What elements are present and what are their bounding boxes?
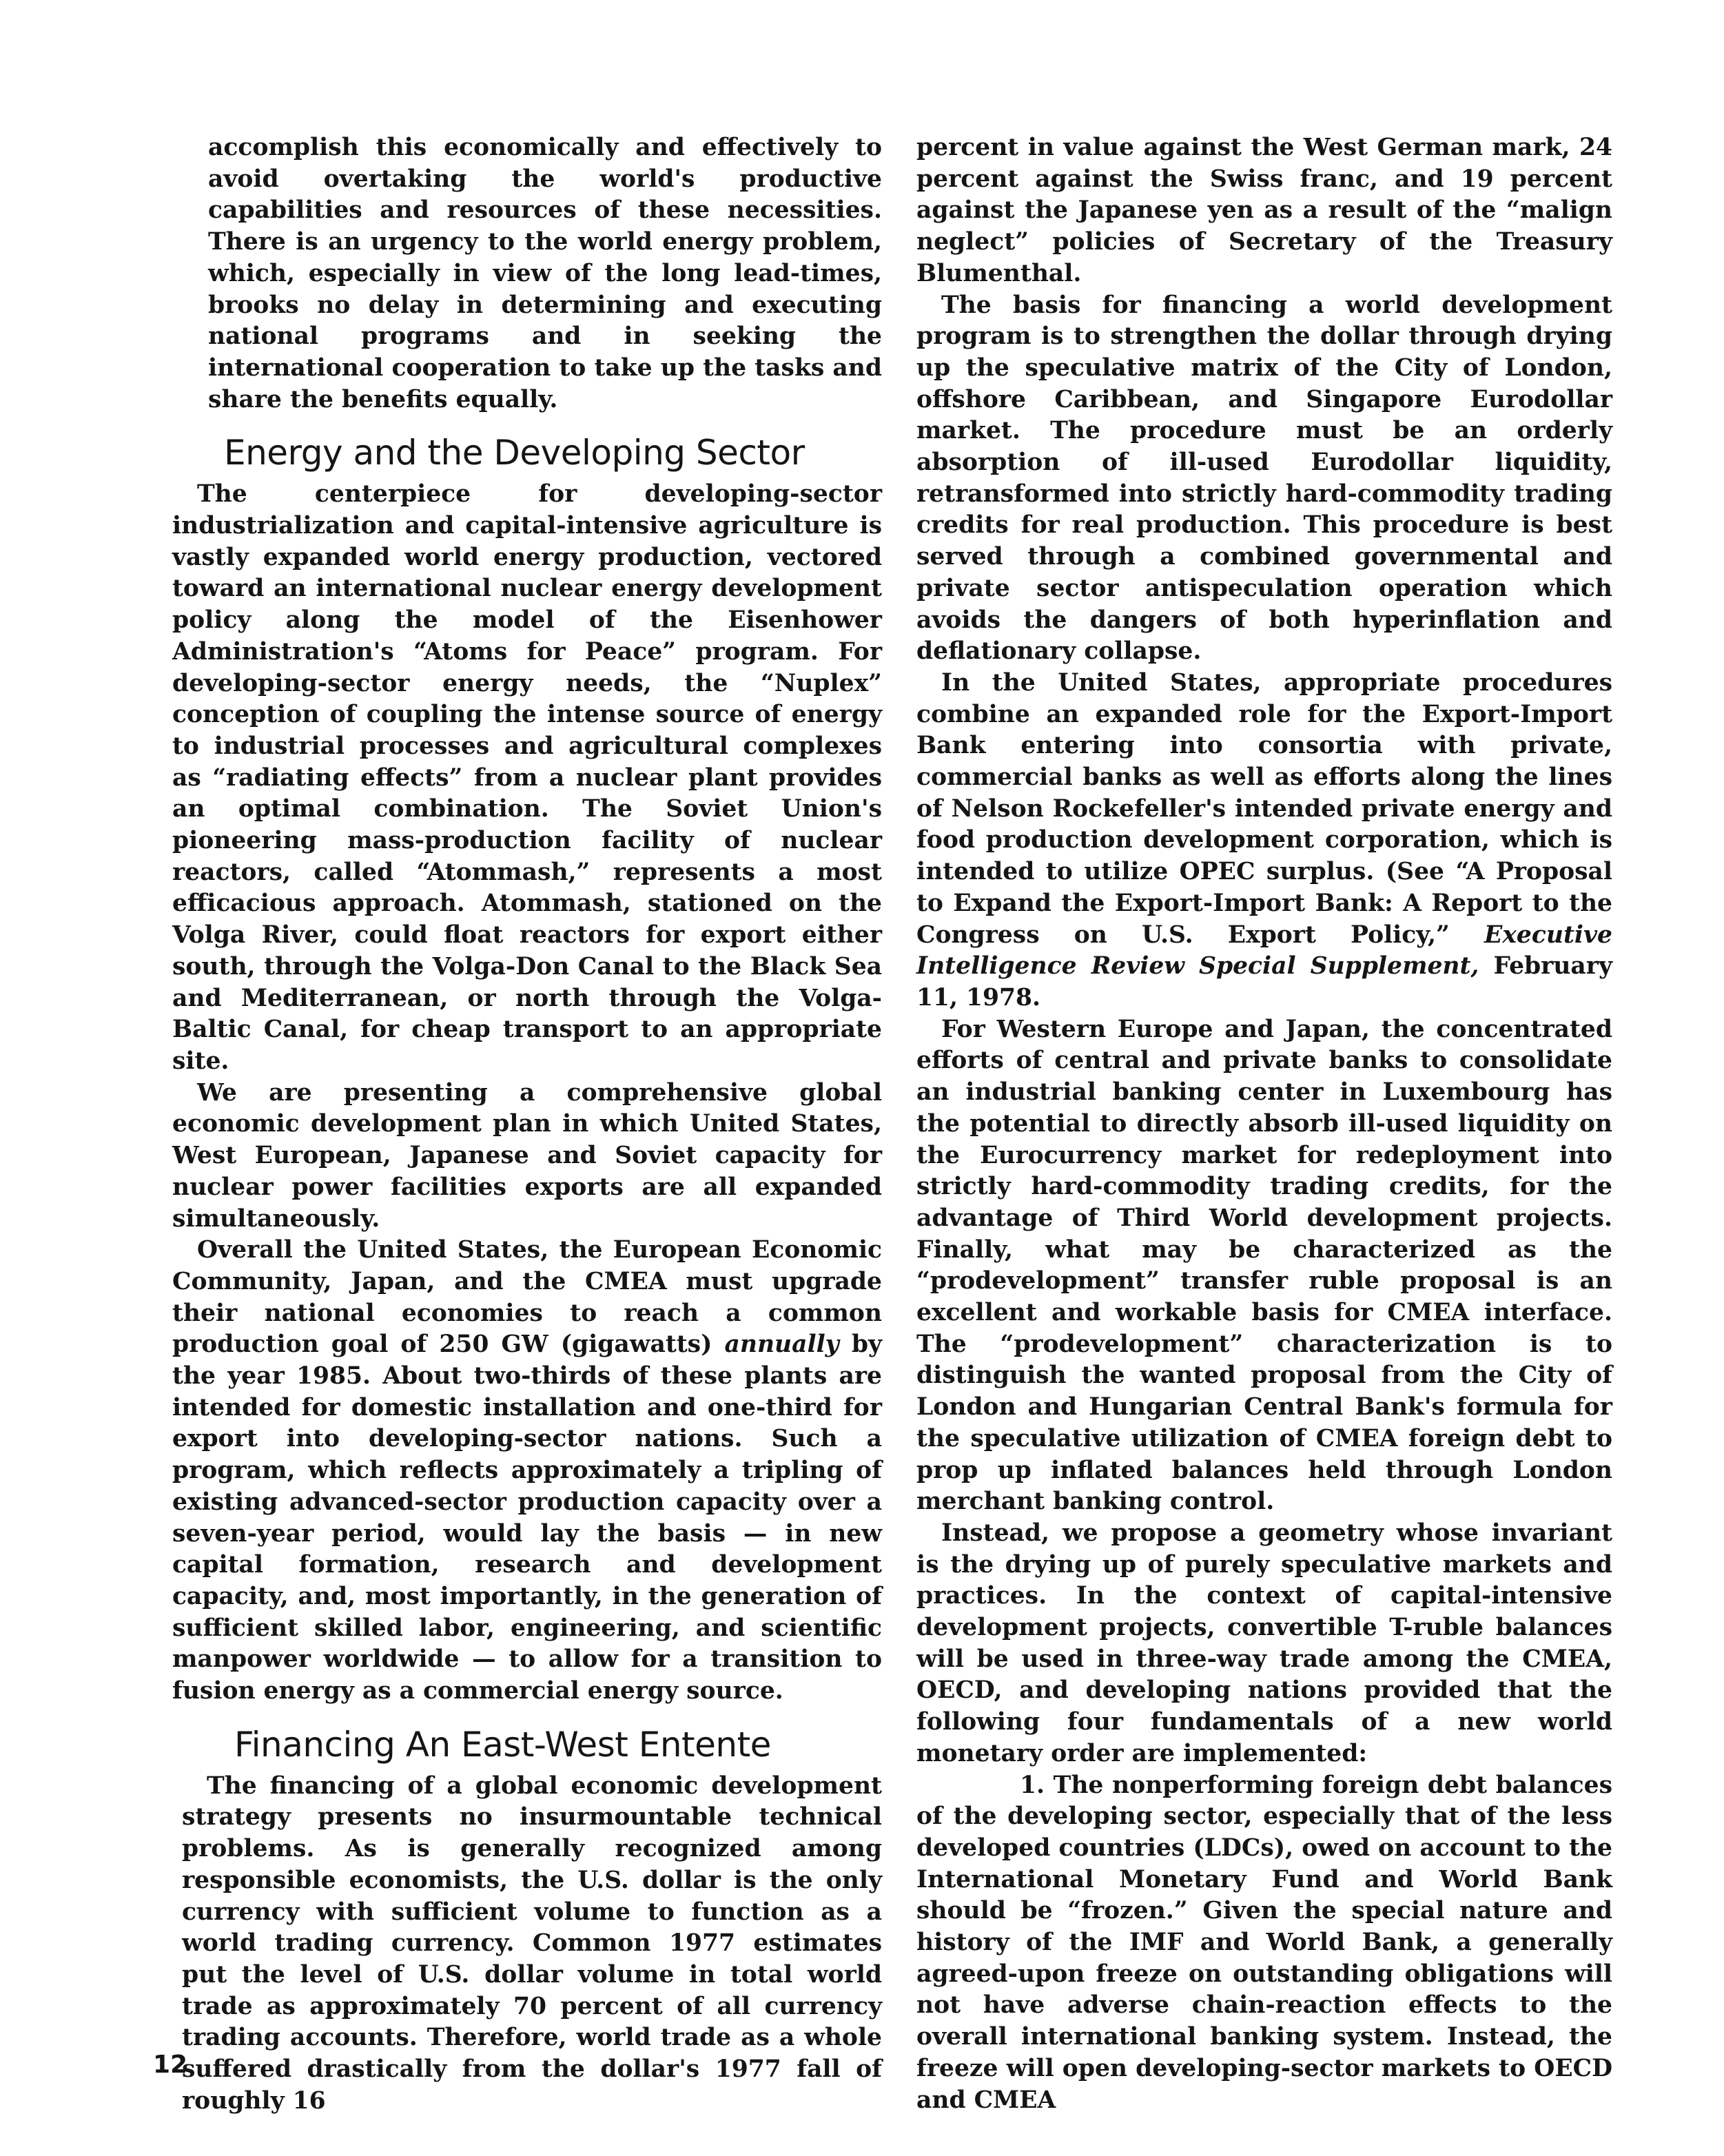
paragraph: 1. The nonperforming foreign debt balances of the developing sector, especially that of the less developed countries (LDCs), owed on account to the International Monetary Fund and World Bank should be “frozen.” Given the special nature and history of the IMF and World Bank, a generally agreed-upon freeze on outstanding obligations will not have adverse chain-reaction effects to the overall international banking system. Instead, the freeze will open developing-sector markets to OECD and CMEA [916,1771,1612,2114]
paragraph: We are presenting a comprehensive global economic development plan in which United States, West European, Japanese and Soviet capacity for nuclear power facilities exports are all expanded simultaneously. [172,1078,882,1233]
paragraph: The basis for financing a world development program is to strengthen the dollar through drying up the speculative matrix of the City of London, offshore Caribbean, and Singapore Eurodollar market. The procedure must be an orderly absorption of ill-used Eurodollar liquidity, retransformed into strictly hard-commodity trading credits for real production. This procedure is best served through a combined governmental and private sector antispeculation operation which avoids the dangers of both hyperinflation and deflationary collapse. [916,291,1612,666]
paragraph [916,668,1612,1014]
paragraph: percent in value against the West German mark, 24 percent against the Swiss franc, and 19 percent against the Japanese yen as a result of the “malign neglect” policies of Secretary of the Treasury Blumenthal. [916,134,1612,287]
right-column [916,132,1612,2116]
paragraph: The financing of a global economic development strategy presents no insurmountable technical problems. As is generally recognized among responsible economists, the U.S. dollar is the only currency with sufficient volume to function as a world trading currency. Common 1977 estimates put the level of U.S. dollar volume in total world trade as approximately 70 percent of all currency trading accounts. Therefore, world trade as a whole suffered drastically from the dollar's 1977 fall of roughly 16 [182,1772,882,2115]
left-column [172,132,882,2117]
paragraph-text: Overall the United States, the European Economic Community, Japan, and the CMEA must upgrade their national economies to reach a common production goal of 250 GW (gigawatts) [172,1236,882,1359]
emphasis-text: Executive Intelligence Review Special Supplement, [916,921,1612,981]
emphasis-text: annually [724,1331,839,1359]
paragraph: accomplish this economically and effectively to avoid overtaking the world's productive capabilities and resources of these necessities. There is an urgency to the world energy problem, which, especially in view of the long lead-times, brooks no delay in determining and executing national programs and in seeking the international cooperation to take up the tasks and share the benefits equally. [208,134,882,413]
paragraph: Instead, we propose a geometry whose invariant is the drying up of purely speculative markets and practices. In the context of capital-intensive development projects, convertible T-ruble balances will be used in three-way trade among the CMEA, OECD, and developing nations provided that the following four fundamentals of a new world monetary order are implemented: [916,1519,1612,1767]
paragraph-text: by the year 1985. About two-thirds of these plants are intended for domestic installation and one-third for export into developing-sector nations. Such a program, which reflects approximately a tripling of existing advanced-sector production capacity over a seven-year period, would lay the basis — in new capital formation, research and development capacity, and, most importantly, in the generation of sufficient skilled labor, engineering, and scientific manpower worldwide — to allow for a transition to fusion energy as a commercial energy source. [172,1331,882,1705]
section-heading: Energy and the Developing Sector [224,433,805,473]
paragraph-text: In the United States, appropriate procedures combine an expanded role for the Export-Import Bank entering into consortia with private, commercial banks as well as efforts along the lines of Nelson Rockefeller's intended private energy and food production development corporation, which is intended to utilize OPEC surplus. (See “A Proposal to Expand the Export-Import Bank: A Report to the Congress on U.S. Export Policy,” [916,668,1612,949]
section-heading: Financing An East-West Entente [234,1724,771,1765]
page-number: 12 [153,2051,188,2079]
paragraph-text: February 11, 1978. [916,952,1612,1012]
paragraph [172,1235,882,1707]
paragraph: The centerpiece for developing-sector industrialization and capital-intensive agriculture is vastly expanded world energy production, vectored toward an international nuclear energy development policy along the model of the Eisenhower Administration's “Atoms for Peace” program. For developing-sector energy needs, the “Nuplex” conception of coupling the intense source of energy to industrial processes and agricultural complexes as “radiating effects” from a nuclear plant provides an optimal combination. The Soviet Union's pioneering mass-production facility of nuclear reactors, called “Atommash,” represents a most efficacious approach. Atommash, stationed on the Volga River, could float reactors for export either south, through the Volga-Don Canal to the Black Sea and Mediterranean, or north through the Volga-Baltic Canal, for cheap transport to an appropriate site. [172,480,882,1075]
paragraph: For Western Europe and Japan, the concentrated efforts of central and private banks to consolidate an industrial banking center in Luxembourg has the potential to directly absorb ill-used liquidity on the Eurocurrency market for redeployment into strictly hard-commodity trading credits, for the advantage of Third World development projects. Finally, what may be characterized as the “prodevelopment” transfer ruble proposal is an excellent and workable basis for CMEA interface. The “prodevelopment” characterization is to distinguish the wanted proposal from the City of London and Hungarian Central Bank's formula for the speculative utilization of CMEA foreign debt to prop up inflated balances held through London merchant banking control. [916,1015,1612,1516]
